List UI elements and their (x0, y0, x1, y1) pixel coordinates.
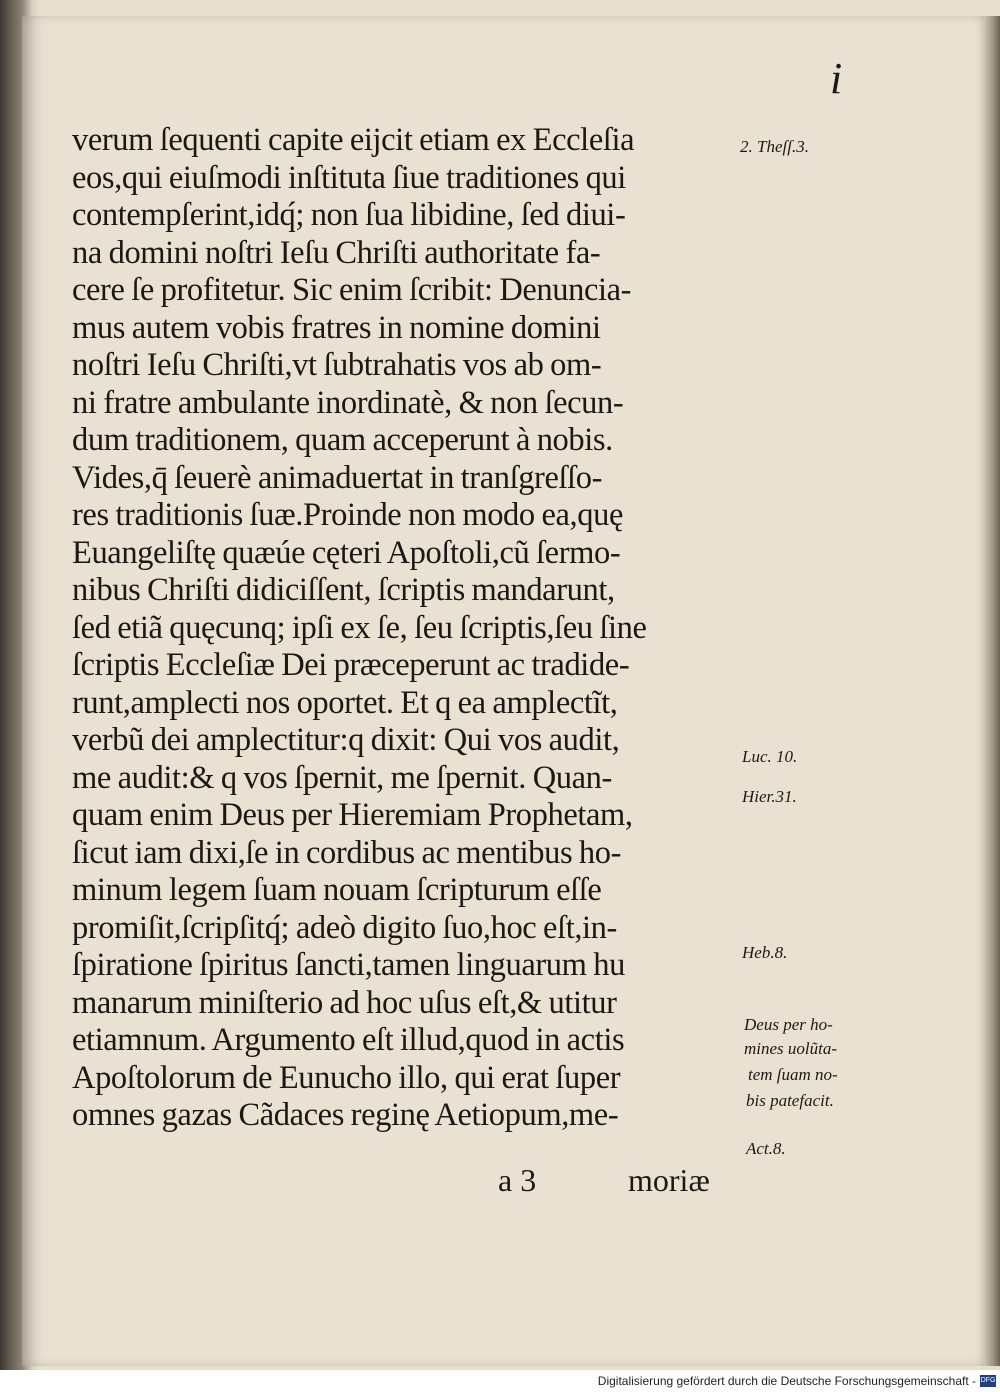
text-line: na domini noſtri Ieſu Chriſti authoritate fa- (72, 234, 601, 271)
text-line: verbũ dei amplectitur:q dixit: Qui vos audit, (72, 722, 620, 758)
folio-number: i (830, 54, 843, 103)
text-line: dum traditionem, quam acceperunt à nobis. (72, 422, 613, 458)
marginal-note: Act.8. (746, 1139, 786, 1158)
text-line: contempſerint,idq́; non ſua libidine, ſed diui- (72, 197, 626, 233)
text-line: eos,qui eiuſmodi inſtituta ſiue traditiones qui (72, 159, 626, 196)
text-line: res traditionis ſuæ.Proinde non modo ea,quę (72, 497, 623, 533)
text-line: minum legem ſuam nouam ſcripturum eſſe (72, 872, 602, 908)
signature-mark: a 3 (498, 1162, 537, 1198)
footer-text: Digitalisierung gefördert durch die Deutsche Forschungsgemeinschaft - (597, 1374, 976, 1388)
marginal-note: 2. Theſſ.3. (740, 137, 809, 156)
text-line: nibus Chriſti didiciſſent, ſcriptis mandarunt, (72, 572, 615, 608)
text-line: quam enim Deus per Hieremiam Prophetam, (72, 797, 633, 833)
marginal-note: tem ſuam no- (748, 1065, 838, 1084)
text-line: verum ſequenti capite eijcit etiam ex Eccleſia (72, 122, 635, 158)
text-line: ſicut iam dixi,ſe in cordibus ac mentibus ho- (72, 834, 622, 871)
text-line: omnes gazas Cãdaces reginę Aetiopum,me- (72, 1097, 619, 1133)
marginal-note: Deus per ho- (744, 1015, 833, 1034)
body-text (72, 122, 737, 1135)
text-line: promiſit,ſcripſitq́; adeò digito ſuo,hoc eſt,in- (72, 909, 617, 946)
catchword: moriæ (628, 1162, 710, 1198)
text-line: ſed etiã quęcunq; ipſi ex ſe, ſeu ſcriptis,ſeu ſine (72, 609, 647, 646)
text-line: manarum miniſterio ad hoc uſus eſt,& utitur (72, 984, 617, 1021)
digitization-footer (0, 1370, 1000, 1392)
text-line: Apoſtolorum de Eunucho illo, qui erat ſuper (72, 1059, 621, 1096)
marginal-note: bis patefacit. (746, 1091, 834, 1110)
text-line: Euangeliſtę quæúe cęteri Apoſtoli,cũ ſermo- (72, 534, 621, 571)
text-line: ſcriptis Eccleſiæ Dei præceperunt ac tradide- (72, 647, 630, 683)
dfg-logo-icon: DFG (980, 1375, 996, 1387)
marginal-note: Heb.8. (742, 943, 788, 962)
marginal-note: Luc. 10. (742, 747, 798, 766)
text-line: ſpiratione ſpiritus ſancti,tamen linguarum hu (72, 947, 625, 983)
text-line: ni fratre ambulante inordinatè, & non ſecun- (72, 384, 624, 421)
page-edge (984, 16, 1000, 1366)
text-line: Vides,q̄ ſeuerè animaduertat in tranſgreſſo- (72, 459, 603, 496)
text-line: mus autem vobis fratres in nomine domini (72, 309, 601, 346)
text-line: noſtri Ieſu Chriſti,vt ſubtrahatis vos ab om- (72, 347, 602, 383)
text-line: me audit:& q vos ſpernit, me ſpernit. Quan- (72, 759, 612, 796)
text-line: runt,amplecti nos oportet. Et q ea amplectĩt, (72, 684, 618, 721)
marginal-note: Hier.31. (742, 787, 797, 806)
text-line: etiamnum. Argumento eſt illud,quod in actis (72, 1022, 625, 1058)
text-line: cere ſe profitetur. Sic enim ſcribit: Denuncia- (72, 272, 632, 308)
marginal-note: mines uolũta- (744, 1039, 838, 1058)
